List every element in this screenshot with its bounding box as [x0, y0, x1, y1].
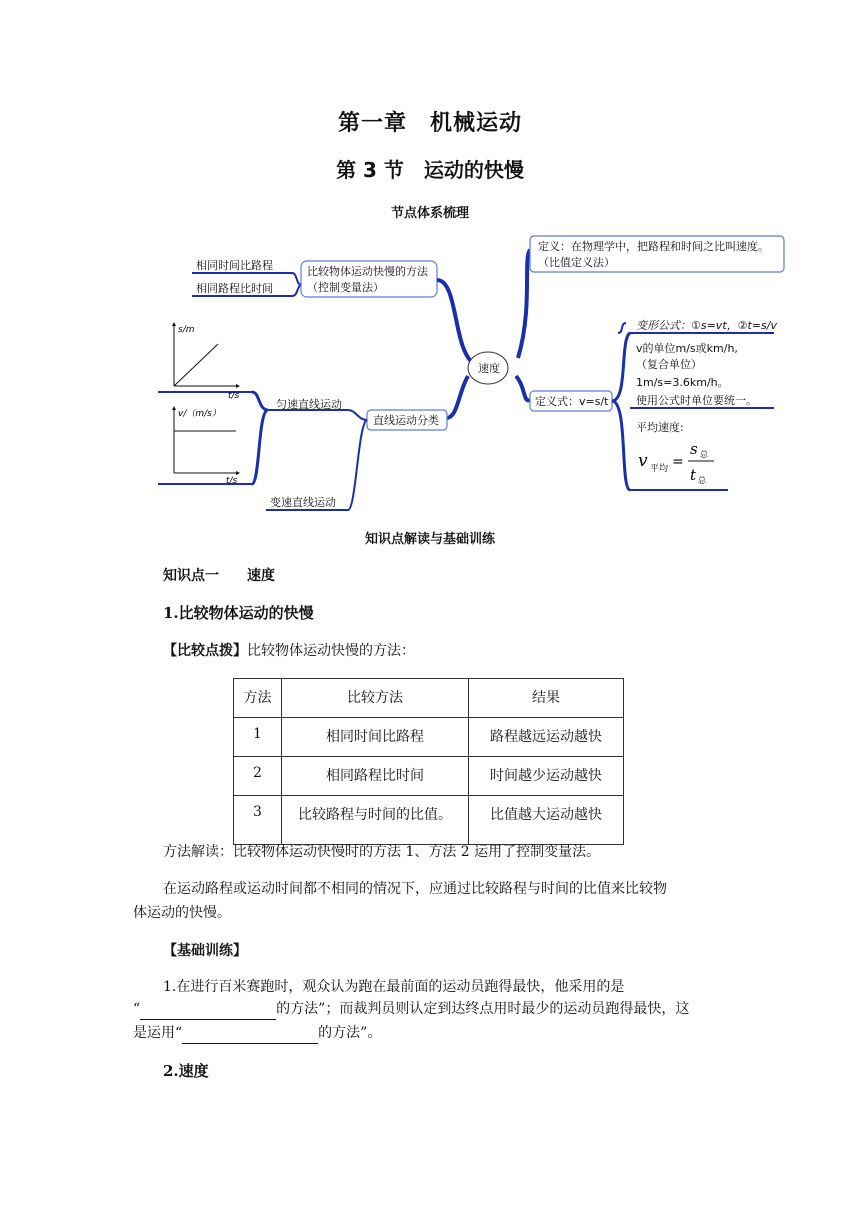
variant-formula: 变形公式：①s=vt，②t=s/v	[636, 319, 777, 332]
unit-line1: v的单位m/s或km/h,	[636, 342, 738, 355]
graph2-ylabel: v/（m/s）	[178, 409, 221, 419]
subheading-compare: 1.比较物体运动的快慢	[163, 604, 314, 622]
table-cell: 比值越大运动越快	[469, 796, 624, 845]
compare-method-line1: 比较物体运动快慢的方法	[307, 265, 428, 278]
uniform-label: 匀速直线运动	[276, 398, 342, 411]
definition-line2: （比值定义法）	[538, 256, 615, 269]
table-header-row	[234, 679, 624, 718]
graph1-ylabel: s/m	[178, 325, 195, 335]
graph-s-t	[172, 322, 240, 401]
knowledge-point-1: 知识点一 速度	[163, 568, 275, 584]
definition-line1: 定义：在物理学中，把路程和时间之比叫速度。	[538, 240, 769, 253]
mindmap-heading: 节点体系梳理	[390, 206, 469, 221]
question-1-line2	[133, 998, 689, 1020]
answer-blank-1[interactable]	[140, 1005, 276, 1020]
question-1-text: 的方法”。	[318, 1025, 382, 1041]
table-cell: 相同时间比路程	[282, 718, 469, 757]
chapter-title: 第一章 机械运动	[337, 111, 522, 136]
tip-paragraph	[163, 640, 415, 662]
question-1-text: 的方法”；而裁判员则认定到达终点用时最少的运动员跑得最快，这	[276, 1001, 690, 1017]
compare-method-line2: （控制变量法）	[307, 281, 384, 294]
unit-line3: 1m/s=3.6km/h。	[636, 376, 729, 389]
table-header: 方法	[234, 679, 282, 718]
table-row	[234, 796, 624, 845]
table-cell: 比较路程与时间的比值。	[282, 796, 469, 845]
table-header: 比较方法	[282, 679, 469, 718]
explain-heading: 知识点解读与基础训练	[364, 532, 495, 547]
question-1-text: 是运用“	[133, 1025, 183, 1041]
unit-line4: 使用公式时单位要统一。	[636, 394, 757, 407]
graph1-xlabel: t/s	[228, 391, 240, 401]
methods-table	[233, 678, 624, 845]
table-header: 结果	[469, 679, 624, 718]
svg-text:=: =	[672, 454, 684, 470]
quote-open: “	[133, 1001, 141, 1017]
table-cell: 1	[234, 718, 282, 757]
graph-v-t	[172, 406, 240, 486]
formula-label: 定义式：v=s/t	[535, 395, 609, 408]
variable-label: 变速直线运动	[270, 496, 336, 509]
avg-speed-label: 平均速度:	[636, 421, 684, 434]
avg-formula-total: 总	[700, 450, 708, 459]
method-note: 方法解读：比较物体运动快慢时的方法 1、方法 2 运用了控制变量法。	[163, 844, 601, 860]
paragraph-line: 在运动路程或运动时间都不相同的情况下，应通过比较路程与时间的比值来比较物	[163, 881, 667, 897]
table-cell: 2	[234, 757, 282, 796]
table-cell: 时间越少运动越快	[469, 757, 624, 796]
table-cell: 3	[234, 796, 282, 845]
compare-left-2: 相同路程比时间	[196, 282, 273, 295]
tip-label: 【比较点拨】	[163, 643, 247, 659]
question-1-line1: 1.在进行百米赛跑时，观众认为跑在最前面的运动员跑得最快，他采用的是	[163, 979, 625, 995]
mindmap-diagram	[158, 228, 788, 518]
question-1-line3	[133, 1022, 381, 1044]
graph2-xlabel: t/s	[226, 476, 238, 486]
paragraph-line: 体运动的快慢。	[133, 905, 231, 921]
table-row	[234, 718, 624, 757]
avg-formula-sub: 平均	[650, 464, 669, 474]
compare-left-1: 相同时间比路程	[196, 259, 273, 272]
classify-label: 直线运动分类	[373, 414, 439, 427]
table-row	[234, 757, 624, 796]
table-cell: 路程越远运动越快	[469, 718, 624, 757]
center-label: 速度	[478, 362, 500, 375]
avg-formula-num: s	[690, 440, 698, 458]
tip-text: 比较物体运动快慢的方法：	[247, 643, 415, 659]
avg-formula-den: t	[690, 466, 697, 484]
training-label: 【基础训练】	[163, 943, 247, 959]
table-cell: 相同路程比时间	[282, 757, 469, 796]
avg-formula-v: v	[638, 451, 648, 471]
svg-text:总: 总	[698, 476, 706, 485]
answer-blank-2[interactable]	[182, 1029, 318, 1044]
unit-line2: （复合单位）	[636, 358, 702, 371]
section-title: 第 3 节 运动的快慢	[336, 158, 524, 182]
subheading-speed: 2.速度	[163, 1062, 209, 1080]
